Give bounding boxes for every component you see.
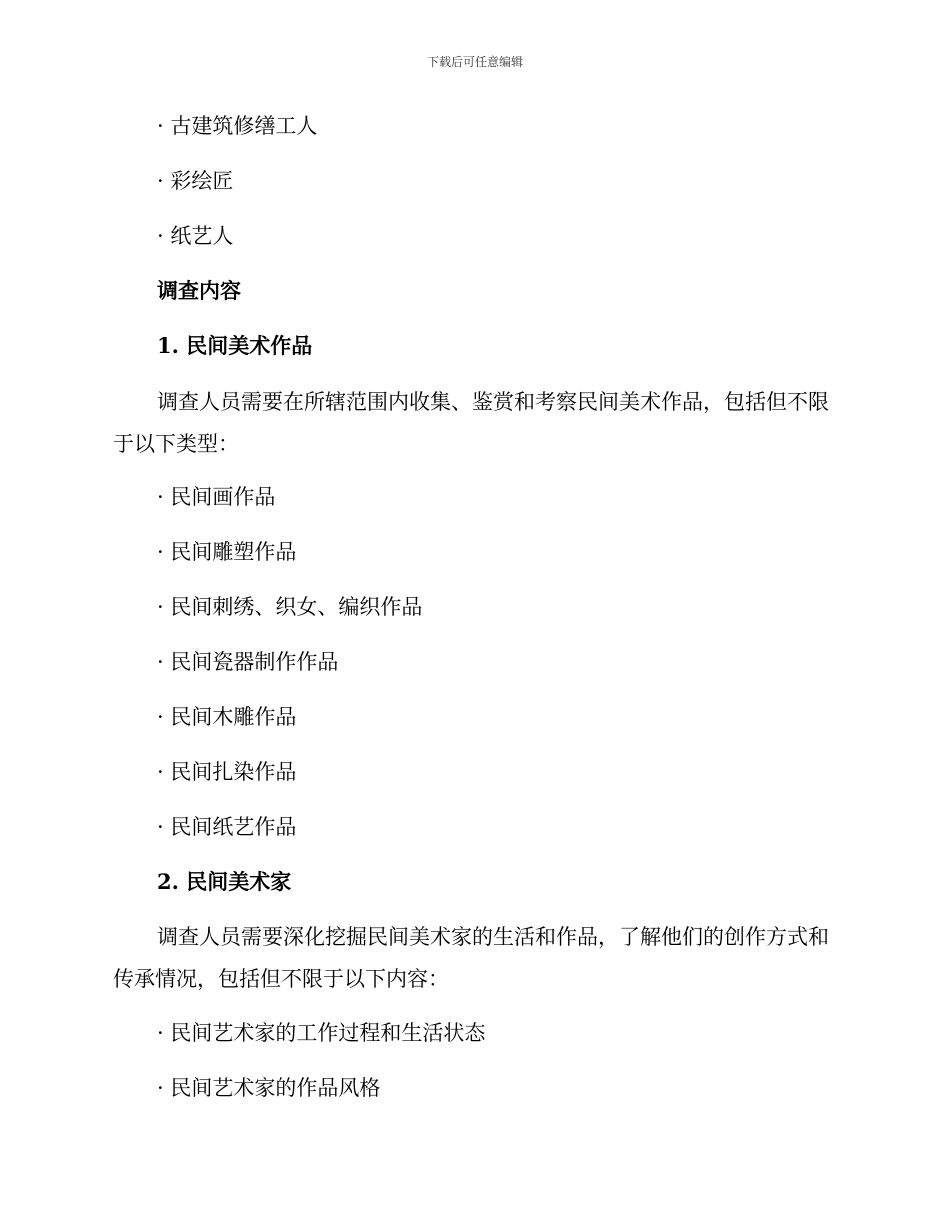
paragraph: 调查人员需要在所辖范围内收集、鉴赏和考察民间美术作品，包括但不限于以下类型： — [113, 390, 829, 456]
bullet-item: · 彩绘匠 — [157, 169, 234, 193]
bullet-item: · 纸艺人 — [157, 224, 234, 248]
bullet-item: · 民间艺术家的工作过程和生活状态 — [157, 1021, 486, 1045]
subsection-heading: 1. 民间美术作品 — [157, 333, 313, 358]
bullet-item: · 民间艺术家的作品风格 — [157, 1076, 381, 1100]
bullet-item: · 民间扎染作品 — [157, 760, 297, 784]
bullet-item: · 古建筑修缮工人 — [157, 114, 318, 138]
bullet-item: · 民间瓷器制作作品 — [157, 650, 339, 674]
bullet-item: · 民间画作品 — [157, 485, 276, 509]
bullet-item: · 民间纸艺作品 — [157, 815, 297, 839]
page-header: 下载后可任意编辑 — [426, 55, 523, 69]
paragraph: 调查人员需要深化挖掘民间美术家的生活和作品，了解他们的创作方式和传承情况，包括但不限于以下内容： — [113, 925, 829, 991]
bullet-item: · 民间刺绣、织女、编织作品 — [157, 595, 423, 619]
section-heading: 调查内容 — [157, 278, 241, 303]
bullet-item: · 民间雕塑作品 — [157, 540, 297, 564]
subsection-heading: 2. 民间美术家 — [157, 869, 292, 894]
bullet-item: · 民间木雕作品 — [157, 705, 297, 729]
